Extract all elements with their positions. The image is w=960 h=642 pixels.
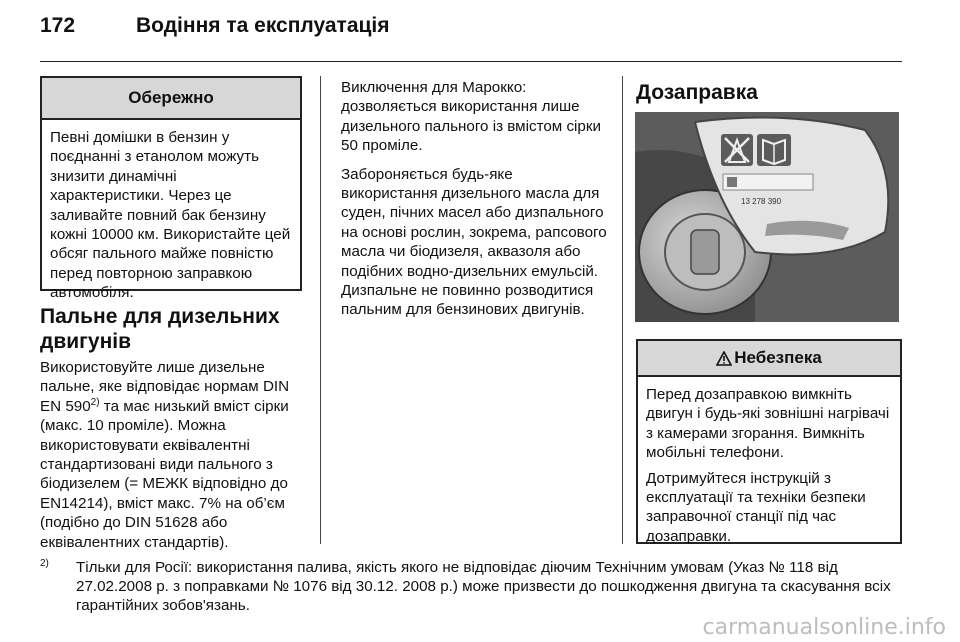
fuel-filler-illustration xyxy=(635,112,899,322)
header-rule xyxy=(40,61,902,62)
column-divider-1 xyxy=(320,76,321,544)
refuelling-section xyxy=(636,80,902,105)
chapter-title: Водіння та експлуатація xyxy=(136,14,390,37)
page-number: 172 xyxy=(40,14,76,37)
diesel-heading: Пальне для дизельних двигунів xyxy=(40,305,280,353)
fuel-filler-flap-photo xyxy=(635,112,899,322)
footnote-reference: 2) xyxy=(90,396,100,408)
diesel-text: Використовуйте лише дизельне пальне, яке відповідає нормам DIN EN 590$^{2)}$ та має низький вміст сірки (макс. 10 проміле). Можна використовувати еквівалентні стандартизовані види пального з біодизелем (= МЕЖК відповідно до EN14214), вміст макс. 7% на об’єм (подібно до DIN 51628 або еквівалентних стандартів). xyxy=(40,359,290,551)
morocco-paragraph: Виключення для Марокко: дозволяється використання лише дизельного пального із вмістом сірки 50 проміле. xyxy=(341,79,602,155)
warning-triangle-icon xyxy=(716,351,732,366)
diesel-section xyxy=(40,304,308,561)
danger-title: Небезпека xyxy=(734,348,822,367)
forbidden-fuels-paragraph: Забороняється будь-яке використання дизельного масла для суден, пічних масел або дизпального на основі рослин, зокрема, рапсового масла чи біодизеля, аквазоля або подібних водно-дизельних емульсій. Дизпальне не повинно розводитися пальним для бензинових двигунів. xyxy=(341,165,607,319)
danger-text-2: Дотримуйтеся інструкцій з експлуатації та техніки безпеки заправочної станції під час дозаправки. xyxy=(646,469,866,545)
image-code: 13 278 390 xyxy=(741,197,782,206)
caution-box xyxy=(40,76,302,302)
footnote xyxy=(40,558,902,615)
footnote-marker: 2) xyxy=(40,558,49,569)
footnote-text: Тільки для Росії: використання палива, якість якого не відповідає діючим Технічним умовам (Указ № 118 від 27.02.2008 р. з поправками № 1076 від 30.12. 2008 р.) може призвести до пошкодження двигуна та скасування всіх гарантійних зобов'язань. xyxy=(76,559,891,614)
caution-title: Обережно xyxy=(42,78,300,120)
column-divider-2 xyxy=(622,76,623,544)
watermark: carmanualsonline.info xyxy=(702,615,946,640)
middle-column xyxy=(341,78,609,329)
page-header xyxy=(40,14,390,38)
refuelling-heading: Дозаправка xyxy=(636,81,758,104)
danger-box xyxy=(636,339,902,544)
danger-text-1: Перед дозаправкою вимкніть двигун і будь-які зовнішні нагрівачі з камерами згорання. Вимкніть мобільні телефони. xyxy=(646,386,890,462)
caution-text: Певні домішки в бензин у поєднанні з етанолом можуть знизити динамічні характеристики. Через це заливайте повний бак бензину кожні 10000 км. Використайте цей обсяг пального майже повністю перед повторною заправкою автомобіля. xyxy=(50,129,291,302)
